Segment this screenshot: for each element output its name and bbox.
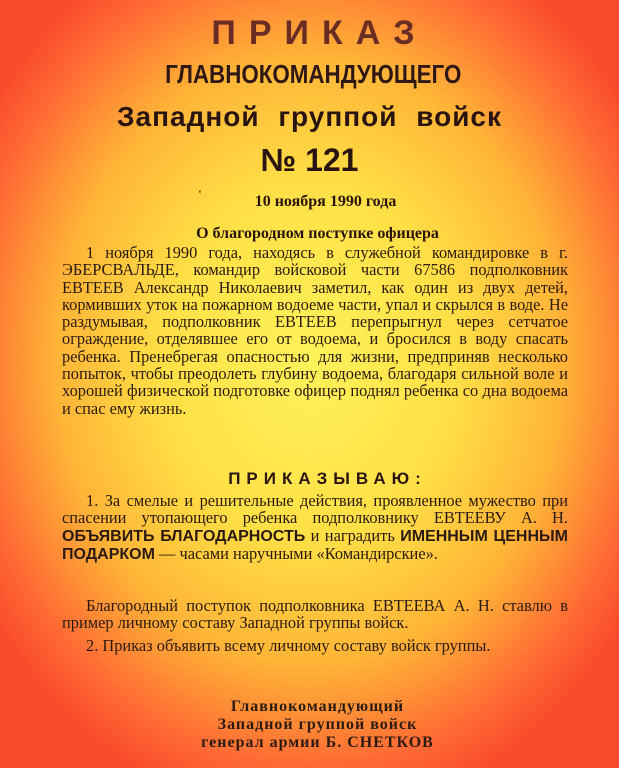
- gratitude-emphasis: ОБЪЯВИТЬ БЛАГОДАРНОСТЬ: [62, 527, 306, 545]
- signature-command: Западной группой войск: [217, 716, 418, 733]
- gift-emphasis: ИМЕННЫМ ЦЕННЫМ ПОДАРКОМ: [62, 527, 568, 563]
- issuer-title: ГЛАВНОКОМАНДУЮЩЕГО: [165, 59, 462, 89]
- order-subject: О благородном поступке офицера: [196, 225, 439, 242]
- document-title: ПРИКАЗ: [211, 14, 428, 52]
- issuer-group: Западной группой войск: [116, 101, 502, 132]
- signature-position: Главнокомандующий: [230, 698, 405, 715]
- order-item-1-conjunction: и наградить: [310, 525, 395, 545]
- order-number: № 121: [260, 142, 359, 178]
- punctuation-mark-decoration: ‛: [198, 187, 202, 201]
- narrative-paragraph: 1 ноября 1990 года, находясь в служебной командировке в г. ЭБЕРСВАЛЬДЕ, командир войсковой части 67586 подполковник ЕВТЕЕВ Александр Николаевич заметил, как один из двух детей, кормивших уток на пожарном водоеме части, упал и скрылся в воде. Не раздумывая, подполковник ЕВТЕЕВ перепрыгнул через сетчатое ограждение, отделявшее его от водоема, и бросился в воду спасать ребенка. Пренебрегая опасностью для жизни, предприняв несколько попыток, чтобы преодолеть глубину водоема, благодаря сильной воле и хорошей физической подготовке офицер поднял ребенка со дна водоема и спас ему жизнь.: [62, 243, 568, 418]
- order-item-2: 2. Приказ объявить всему личному составу войск группы.: [86, 636, 491, 655]
- example-paragraph: Благородный поступок подполковника ЕВТЕЕВА А. Н. ставлю в пример личному составу Западной группы войск.: [62, 596, 568, 633]
- orders-heading: ПРИКАЗЫВАЮ:: [228, 469, 427, 488]
- order-item-1-text: 1. За смелые и решительные действия, проявленное мужество при спасении утопающего ребенка подполковнику ЕВТЕЕВУ А. Н.: [62, 491, 568, 528]
- order-item-1-gift-detail: — часами наручными «Командирские».: [159, 543, 438, 563]
- order-item-1: [62, 492, 568, 563]
- signature-name: генерал армии Б. СНЕТКОВ: [201, 734, 434, 751]
- order-date: 10 ноября 1990 года: [254, 193, 397, 210]
